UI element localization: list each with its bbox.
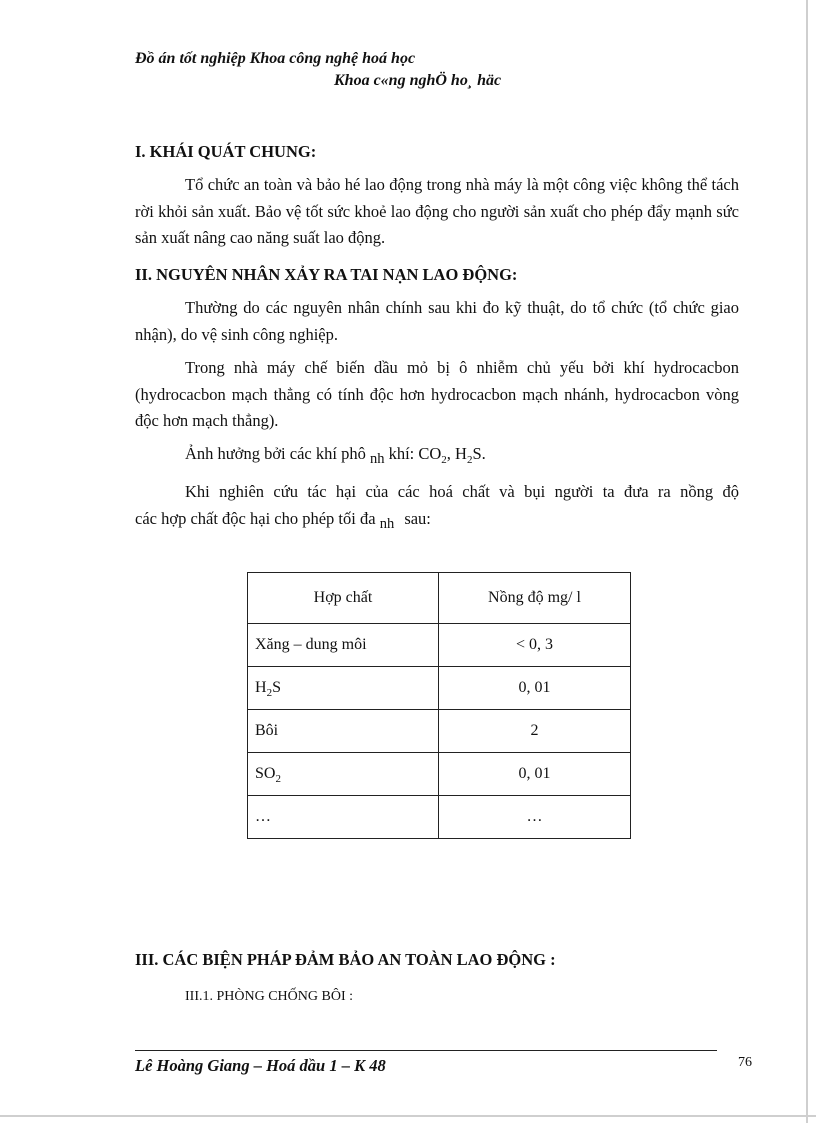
- table-row: [248, 667, 631, 710]
- gas-line-end: S.: [472, 444, 486, 463]
- gas-influence-line: [185, 444, 486, 467]
- table-cell-value: 0, 01: [439, 753, 631, 796]
- footer-divider: [135, 1050, 717, 1051]
- table-row: [248, 624, 631, 667]
- compound-subscript: 2: [266, 687, 273, 699]
- gas-line-prefix: Ảnh hưởng bởi các khí phô: [185, 444, 366, 463]
- toxic-compounds-table: [247, 572, 631, 839]
- table-header-compound: Hợp chất: [248, 573, 439, 624]
- table-cell-compound: Bôi: [248, 710, 439, 753]
- table-cell-compound: [248, 753, 439, 796]
- table-row: [248, 710, 631, 753]
- table-header-row: [248, 573, 631, 624]
- co2-subscript: 2: [441, 454, 447, 466]
- section-2-paragraph-2: Trong nhà máy chế biến dầu mỏ bị ô nhiễm chủ yếu bởi khí hydrocacbon (hydrocacbon mạch thẳng có tính độc hơn hydrocacbon mạch nhánh, hydrocacbon vòng độc hơn mạch thẳng).: [135, 358, 739, 430]
- section-2-heading: II. NGUYÊN NHÂN XẢY RA TAI NẠN LAO ĐỘNG:: [135, 265, 518, 284]
- gas-line-mid: khí: CO: [388, 444, 442, 463]
- table-cell-value: 0, 01: [439, 667, 631, 710]
- section-1-heading: I. KHÁI QUÁT CHUNG:: [135, 142, 317, 161]
- footer-author: Lê Hoàng Giang – Hoá dầu 1 – K 48: [135, 1056, 386, 1075]
- section-3-heading: III. CÁC BIỆN PHÁP ĐẢM BẢO AN TOÀN LAO ĐỘNG :: [135, 950, 556, 969]
- section-1-paragraph: Tổ chức an toàn và bảo hé lao động trong nhà máy là một công việc không thể tách rời khỏi sản xuất. Bảo vệ tốt sức khoẻ lao động cho người sản xuất cho phép đẩy mạnh sức sản xuất nâng cao năng suất lao động.: [135, 175, 739, 247]
- header-line-1: Đồ án tốt nghiệp Khoa công nghệ hoá học: [135, 50, 416, 67]
- table-header-concentration: Nồng độ mg/ l: [439, 573, 631, 624]
- table-row: [248, 796, 631, 839]
- compound-main: H: [255, 679, 267, 696]
- section-3-subheading: III.1. PHÒNG CHỐNG BÔI :: [185, 989, 353, 1004]
- para4-line-2-end: sau:: [404, 509, 431, 528]
- para4-line-1: Khi nghiên cứu tác hại của các hoá chất và bụi người ta đưa ra nồng độ: [185, 482, 739, 501]
- para4-line-2-prefix: các hợp chất độc hại cho phép tối đa: [135, 509, 376, 528]
- table-cell-compound: [248, 667, 439, 710]
- header-line-2: Khoa c«ng nghÖ ho¸ häc: [334, 72, 502, 89]
- table-cell-value: 2: [439, 710, 631, 753]
- table-cell-value: …: [439, 796, 631, 839]
- table-cell-compound: Xăng – dung môi: [248, 624, 439, 667]
- h2s-subscript: 2: [466, 454, 473, 466]
- table-row: [248, 753, 631, 796]
- page-number: 76: [738, 1055, 752, 1070]
- table-cell-compound: …: [248, 796, 439, 839]
- table-cell-value: < 0, 3: [439, 624, 631, 667]
- para4-line-2-small: nh: [379, 516, 395, 532]
- gas-line-sep: , H: [446, 444, 467, 463]
- para4-line-2: [135, 509, 431, 532]
- compound-main: SO: [255, 765, 276, 782]
- gas-line-small: nh: [369, 451, 385, 467]
- compound-end: S: [272, 679, 281, 696]
- compound-subscript: 2: [275, 773, 281, 785]
- page-edge-bottom: [0, 1115, 816, 1117]
- section-2-paragraph-1: Thường do các nguyên nhân chính sau khi đo kỹ thuật, do tổ chức (tổ chức giao nhận), do vệ sinh công nghiệp.: [135, 298, 739, 344]
- page-edge-right: [806, 0, 808, 1123]
